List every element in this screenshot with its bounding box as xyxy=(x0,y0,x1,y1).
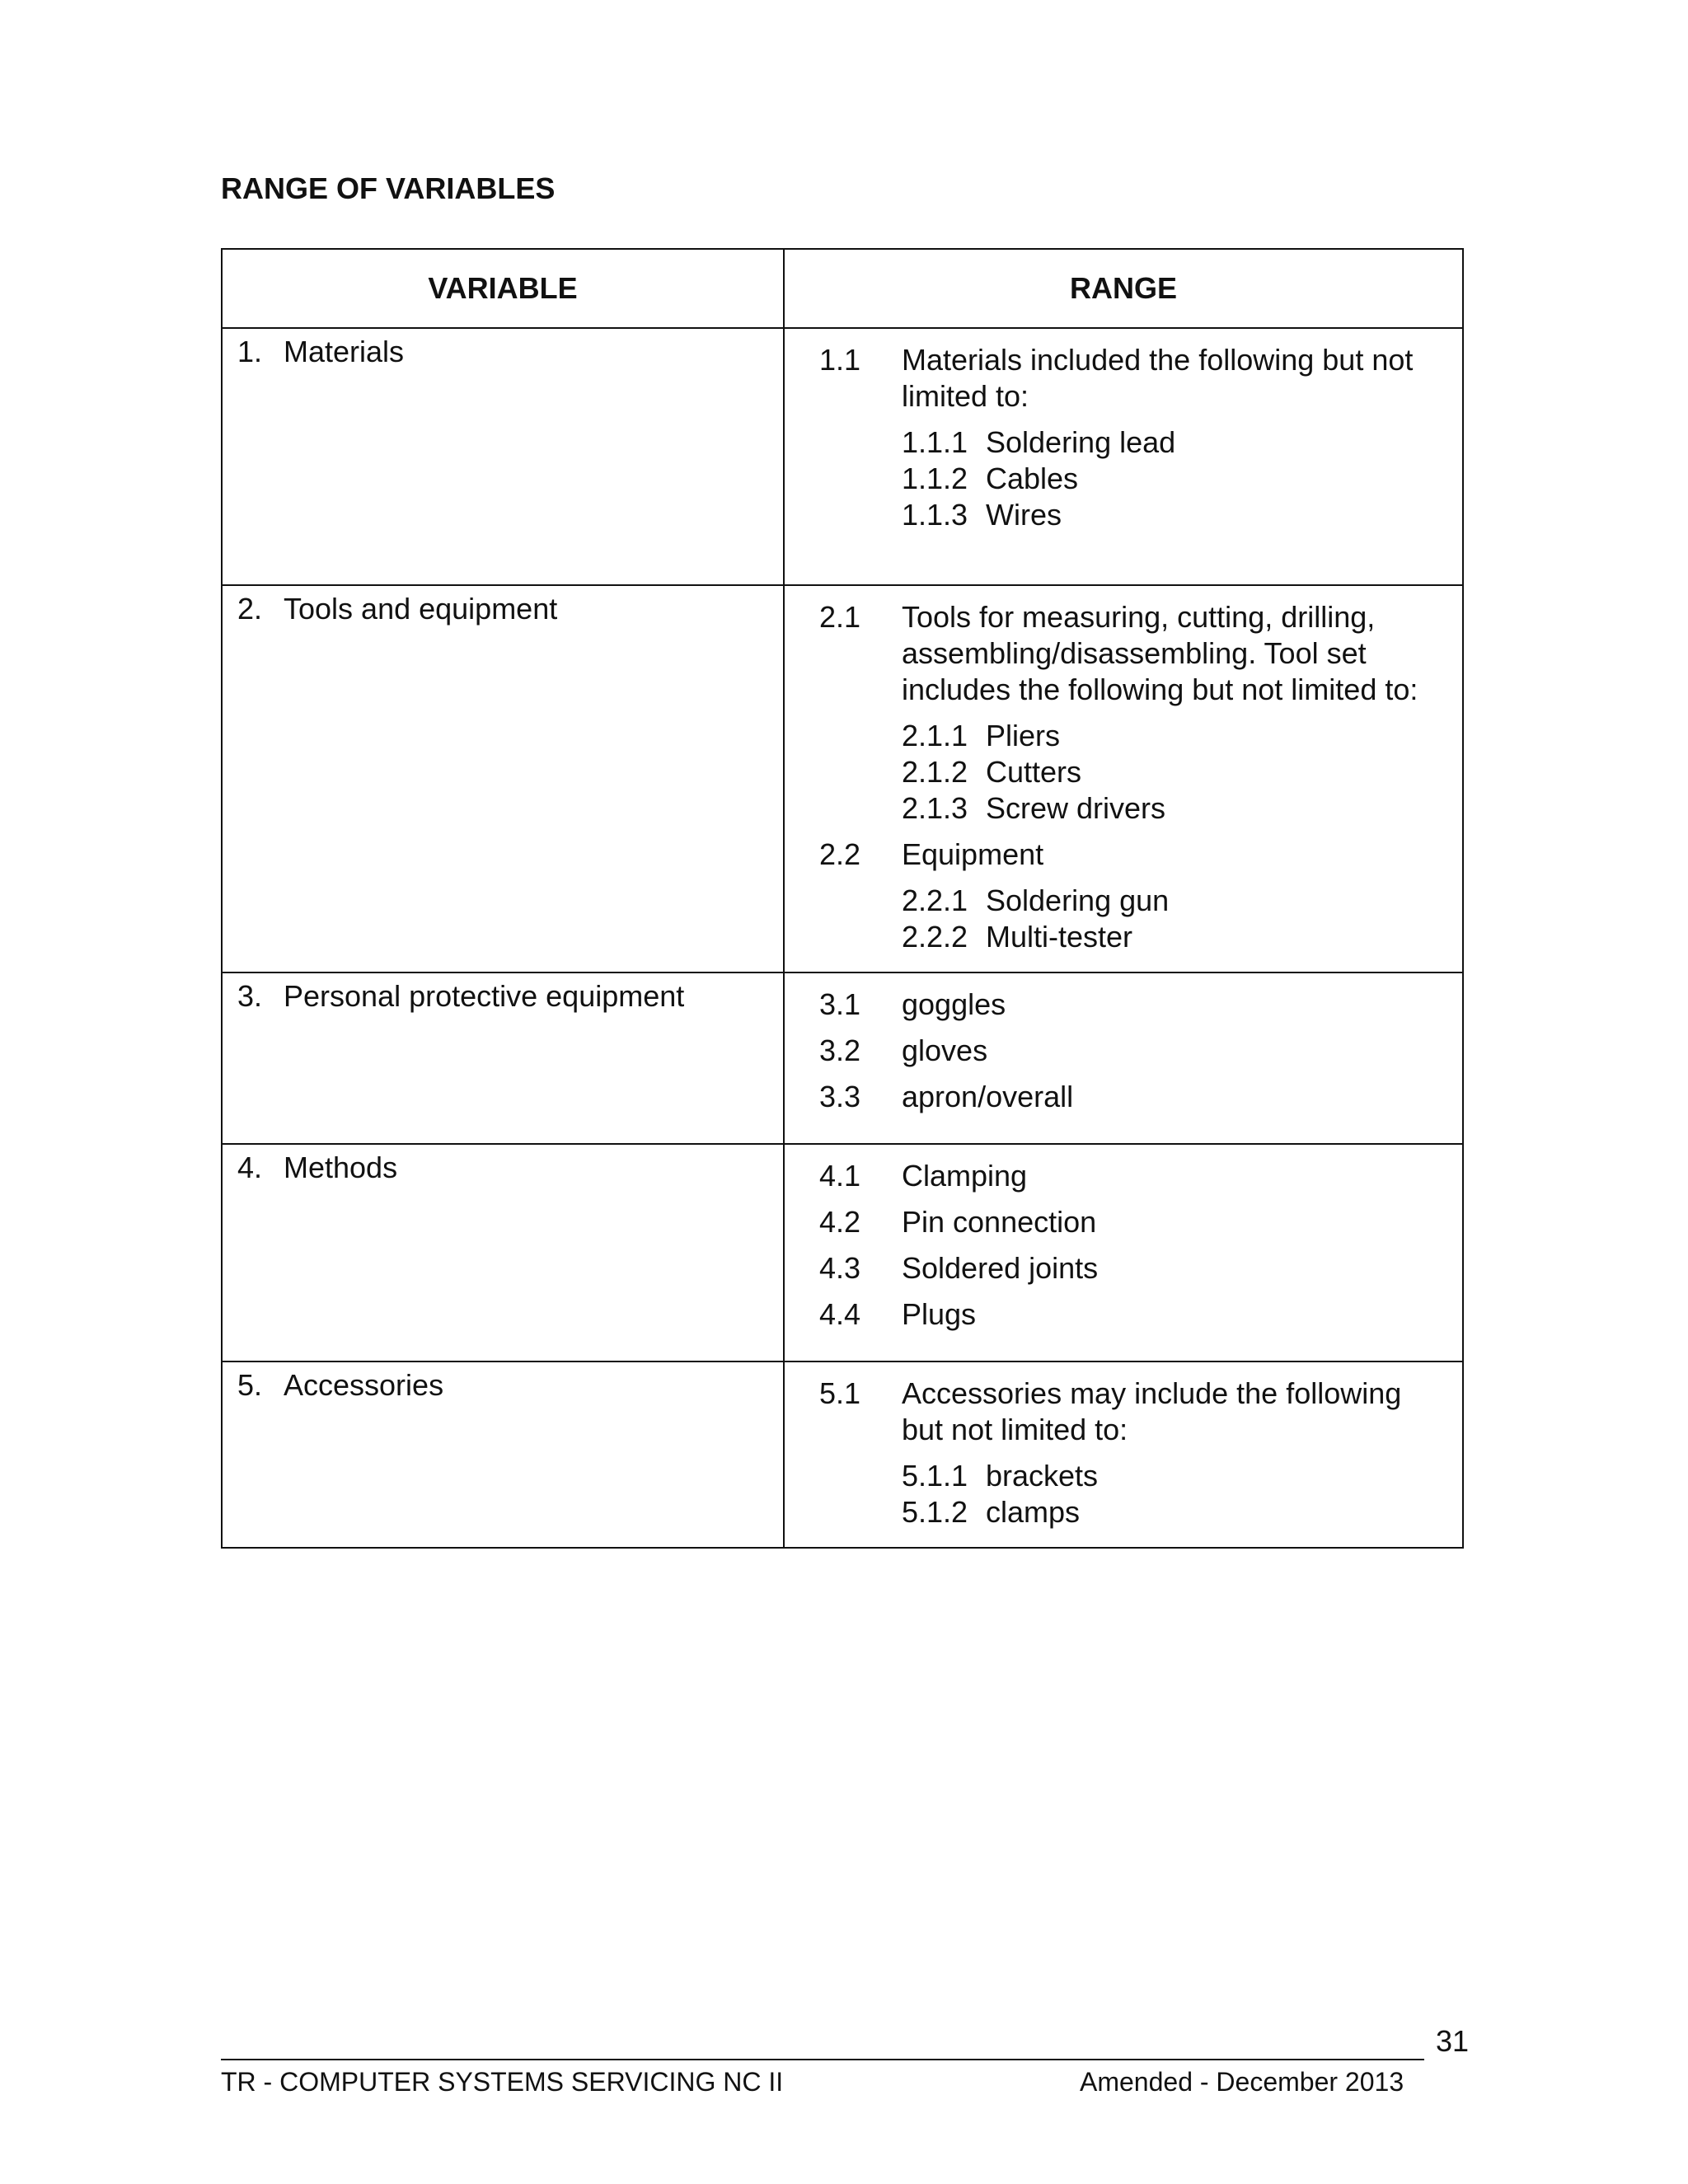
variable-number: 5. xyxy=(237,1368,263,1402)
range-item-number: 3.2 xyxy=(819,1033,861,1067)
range-cell xyxy=(784,1144,1463,1361)
range-cell xyxy=(784,328,1463,585)
variable-cell xyxy=(222,585,784,972)
range-cell xyxy=(784,1361,1463,1548)
sub-item-list xyxy=(902,424,1446,533)
sub-item-text: Multi-tester xyxy=(986,920,1133,954)
range-item-number: 4.3 xyxy=(819,1251,861,1285)
sub-item-text: clamps xyxy=(986,1495,1081,1529)
sub-item-list xyxy=(902,883,1446,955)
range-of-variables-table xyxy=(221,248,1464,1549)
range-item-number: 2.2 xyxy=(819,837,861,871)
page-title: RANGE OF VARIABLES xyxy=(221,171,556,205)
page-number: 31 xyxy=(1436,2024,1470,2058)
sub-item-list xyxy=(902,718,1446,827)
sub-item xyxy=(902,790,1446,827)
sub-item-text: Soldering gun xyxy=(986,883,1170,917)
range-item-number: 1.1 xyxy=(819,343,861,377)
sub-item-number: 1.1.3 xyxy=(902,498,968,532)
table-row xyxy=(222,1144,1463,1361)
range-item-number: 4.4 xyxy=(819,1297,861,1331)
range-item-text: gloves xyxy=(902,1033,988,1067)
sub-item xyxy=(902,497,1446,533)
sub-item xyxy=(902,718,1446,754)
range-item-number: 5.1 xyxy=(819,1376,861,1410)
range-item-text: Plugs xyxy=(902,1297,977,1331)
range-item xyxy=(819,1158,1446,1194)
range-item-number: 2.1 xyxy=(819,600,861,634)
range-item-text: Equipment xyxy=(902,837,1044,871)
variable-number: 3. xyxy=(237,979,263,1013)
range-item xyxy=(819,1204,1446,1240)
sub-item xyxy=(902,919,1446,955)
sub-item xyxy=(902,1458,1446,1494)
sub-item-number: 5.1.2 xyxy=(902,1495,968,1529)
range-item-number: 4.2 xyxy=(819,1205,861,1239)
range-item xyxy=(819,1376,1446,1530)
range-item xyxy=(819,987,1446,1023)
range-item xyxy=(819,837,1446,955)
sub-item-number: 2.2.2 xyxy=(902,920,968,954)
sub-item-text: Screw drivers xyxy=(986,791,1166,825)
range-item-text: Tools for measuring, cutting, drilling, assembling/disassembling. Tool set includes the following but not limited to: xyxy=(902,600,1418,706)
sub-item-number: 2.2.1 xyxy=(902,883,968,917)
range-item-number: 3.3 xyxy=(819,1080,861,1113)
variable-number: 1. xyxy=(237,335,263,368)
range-cell xyxy=(784,972,1463,1144)
variable-cell xyxy=(222,1144,784,1361)
range-cell xyxy=(784,585,1463,972)
range-item-text: goggles xyxy=(902,987,1006,1021)
range-item xyxy=(819,1296,1446,1333)
sub-item xyxy=(902,754,1446,790)
sub-item-number: 1.1.2 xyxy=(902,462,968,495)
footer-document-title: TR - COMPUTER SYSTEMS SERVICING NC II xyxy=(221,2067,784,2097)
range-item-text: Clamping xyxy=(902,1159,1028,1193)
sub-item-number: 2.1.1 xyxy=(902,719,968,752)
range-item xyxy=(819,1033,1446,1069)
range-item-text: apron/overall xyxy=(902,1080,1074,1113)
variable-label: Methods xyxy=(284,1151,398,1184)
table-row xyxy=(222,585,1463,972)
sub-item-text: Soldering lead xyxy=(986,425,1176,459)
variable-label: Personal protective equipment xyxy=(284,979,685,1013)
range-item-number: 3.1 xyxy=(819,987,861,1021)
sub-item xyxy=(902,461,1446,497)
table-row xyxy=(222,1361,1463,1548)
variable-cell xyxy=(222,972,784,1144)
sub-item-text: brackets xyxy=(986,1459,1099,1493)
sub-item-number: 2.1.3 xyxy=(902,791,968,825)
variable-label: Materials xyxy=(284,335,405,368)
sub-item-number: 1.1.1 xyxy=(902,425,968,459)
range-item-text: Soldered joints xyxy=(902,1251,1099,1285)
range-item-number: 4.1 xyxy=(819,1159,861,1193)
range-item-text: Materials included the following but not limited to: xyxy=(902,343,1414,413)
range-item xyxy=(819,1079,1446,1115)
sub-item-text: Cables xyxy=(986,462,1079,495)
variable-label: Tools and equipment xyxy=(284,592,558,626)
variable-cell xyxy=(222,1361,784,1548)
sub-item xyxy=(902,1494,1446,1530)
sub-item xyxy=(902,883,1446,919)
variable-number: 4. xyxy=(237,1151,263,1184)
range-item xyxy=(819,342,1446,533)
header-range: RANGE xyxy=(784,249,1463,328)
sub-item-list xyxy=(902,1458,1446,1530)
sub-item-text: Cutters xyxy=(986,755,1082,789)
range-item xyxy=(819,599,1446,827)
footer-amended-date: Amended - December 2013 xyxy=(1080,2067,1404,2097)
sub-item-number: 5.1.1 xyxy=(902,1459,968,1493)
footer-rule xyxy=(221,2059,1424,2060)
range-item-text: Pin connection xyxy=(902,1205,1097,1239)
table-header-row xyxy=(222,249,1463,328)
variable-number: 2. xyxy=(237,592,263,626)
sub-item-text: Wires xyxy=(986,498,1062,532)
sub-item xyxy=(902,424,1446,461)
header-variable: VARIABLE xyxy=(222,249,784,328)
table-row xyxy=(222,328,1463,585)
table-row xyxy=(222,972,1463,1144)
sub-item-text: Pliers xyxy=(986,719,1061,752)
range-item xyxy=(819,1250,1446,1286)
variable-cell xyxy=(222,328,784,585)
range-item-text: Accessories may include the following but not limited to: xyxy=(902,1376,1402,1446)
sub-item-number: 2.1.2 xyxy=(902,755,968,789)
variable-label: Accessories xyxy=(284,1368,444,1402)
